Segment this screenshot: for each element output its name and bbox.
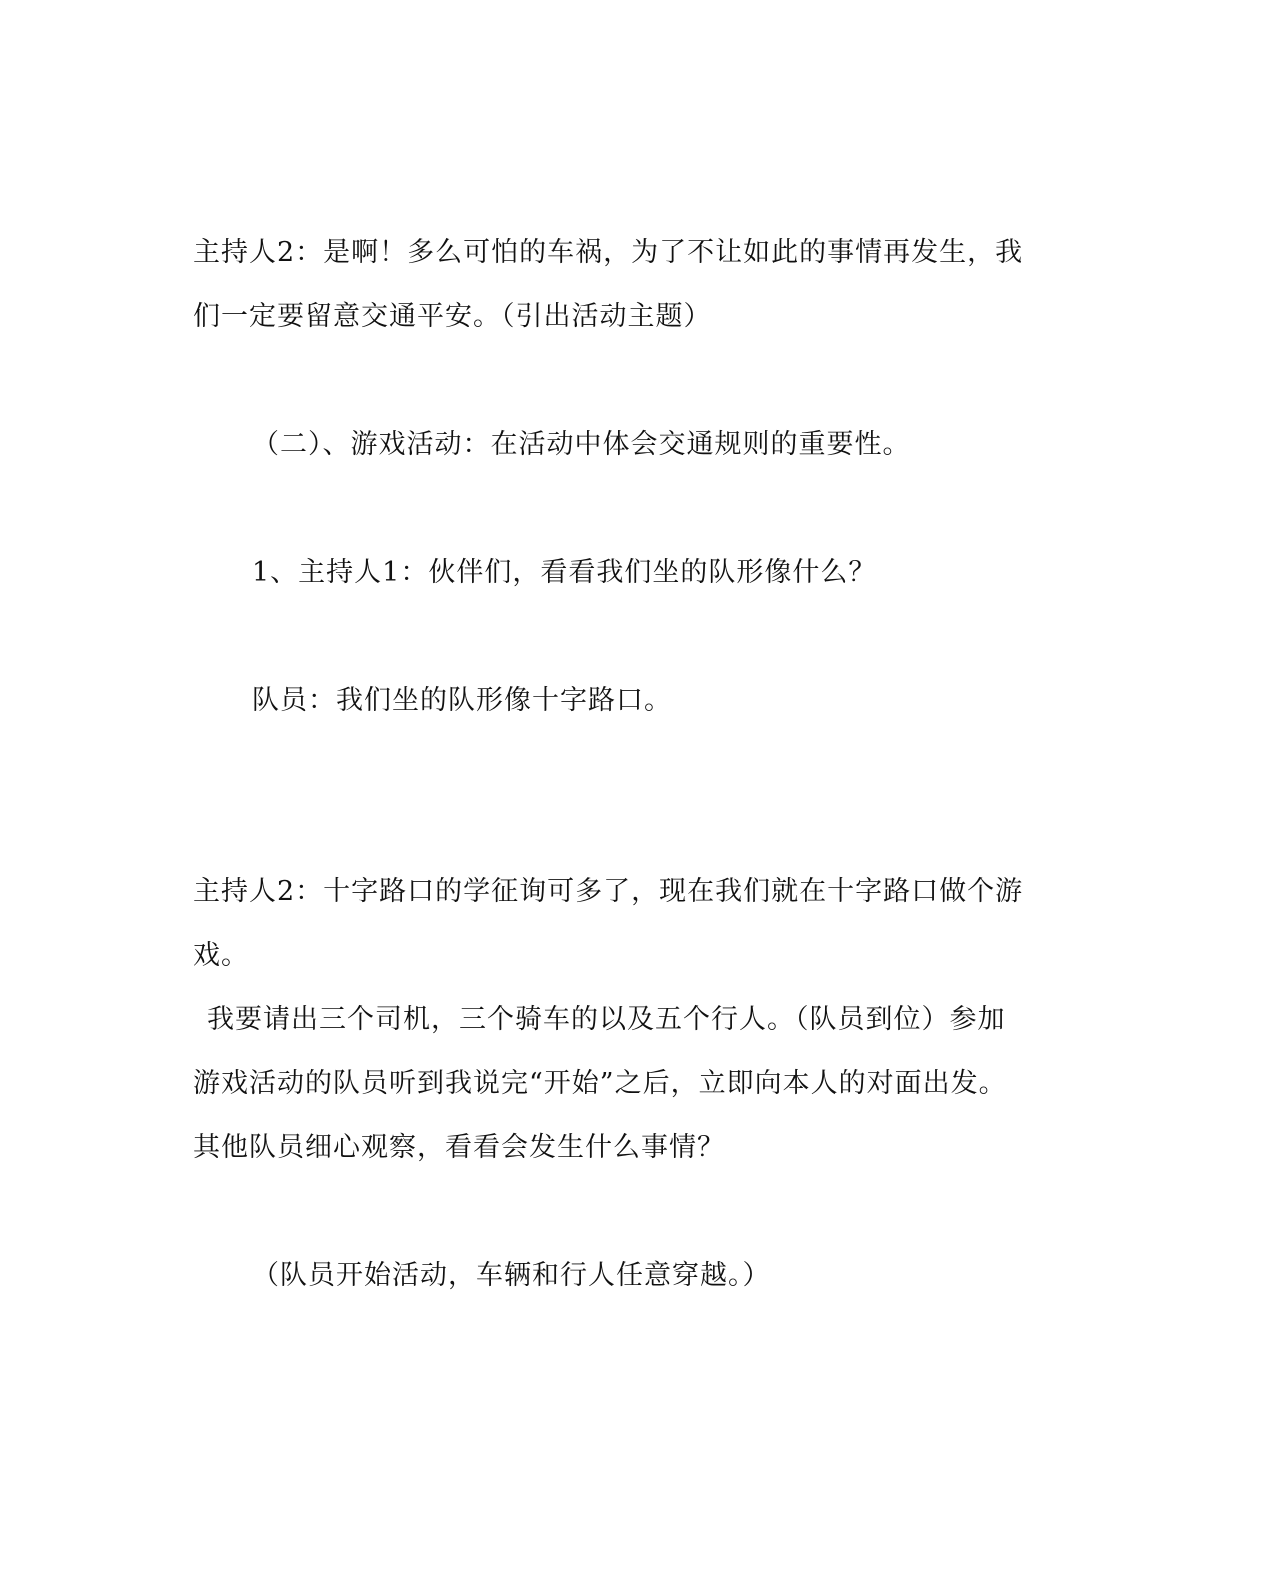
paragraph-line: 主持人2：是啊！多么可怕的车祸，为了不让如此的事情再发生，我 [193, 237, 1024, 268]
paragraph-line: 我要请出三个司机，三个骑车的以及五个行人。（队员到位）参加 [207, 1004, 1006, 1035]
paragraph-line: 1、主持人1：伙伴们，看看我们坐的队形像什么？ [252, 557, 877, 588]
paragraph-line: （队员开始活动，车辆和行人任意穿越。） [252, 1260, 771, 1291]
section-heading: （二）、游戏活动：在活动中体会交通规则的重要性。 [252, 429, 911, 460]
paragraph-line: 戏。 [193, 940, 249, 971]
paragraph-line: 队员：我们坐的队形像十字路口。 [252, 685, 672, 716]
paragraph-line: 其他队员细心观察，看看会发生什么事情？ [193, 1132, 725, 1163]
paragraph-line: 们一定要留意交通平安。（引出活动主题） [193, 301, 712, 332]
paragraph-line: 游戏活动的队员听到我说完“开始”之后，立即向本人的对面出发。 [193, 1068, 1007, 1099]
paragraph-line: 主持人2：十字路口的学征询可多了，现在我们就在十字路口做个游 [193, 876, 1024, 907]
